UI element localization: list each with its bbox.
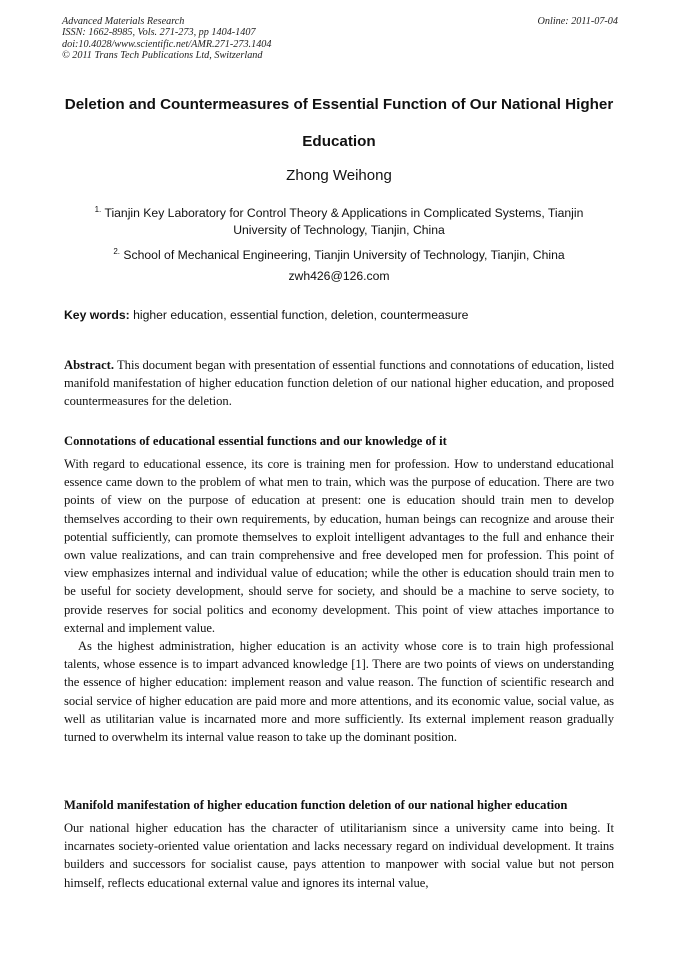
section-heading-1: Connotations of educational essential functions and our knowledge of it (64, 434, 447, 448)
affiliation-2-text: School of Mechanical Engineering, Tianjin University of Technology, Tianjin, China (123, 248, 565, 262)
affiliation-1 (84, 201, 594, 239)
affiliation-2 (60, 243, 618, 264)
online-date: Online: 2011-07-04 (537, 16, 618, 27)
affiliation-1-mark: 1. (94, 205, 102, 214)
keywords (64, 307, 620, 324)
author-name: Zhong Weihong (286, 167, 392, 184)
paper-title: Deletion and Countermeasures of Essential Function of Our National Higher Education (64, 96, 614, 150)
author-email: zwh426@126.com (288, 269, 390, 283)
journal-name: Advanced Materials Research (62, 16, 185, 27)
paragraph: With regard to educational essence, its core is training men for profession. How to understand educational essence came down to the problem of what men to train, which was the purpose of education. There are two points of view on the purpose of education at present: one is education should train men to develop themselves according to their own requirements, by education, human beings can recognize and arouse their potential sufficiently, can promote themselves to exploit intelligent advantages to the full and enhance their own value realizations, and can train comprehensive and free developed men for profession. This point of view emphasizes internal and individual value of education; while the other is education should train men to be useful for society development, should serve for society, and should be a machine to serve society, to provide reserves for social politics and economy development. This point of view attaches importance to external and implement value. (64, 457, 614, 635)
abstract-label: Abstract. (64, 358, 115, 372)
affiliation-2-mark: 2. (113, 247, 120, 256)
section-1-body (64, 455, 614, 746)
keywords-label: Key words: (64, 308, 130, 322)
keywords-text: higher education, essential function, deletion, countermeasure (133, 308, 469, 322)
issn-line: ISSN: 1662-8985, Vols. 271-273, pp 1404-1407 (62, 27, 256, 39)
doi-line: doi:10.4028/www.scientific.net/AMR.271-273.1404 (62, 38, 272, 50)
affiliation-1-text: Tianjin Key Laboratory for Control Theory & Applications in Complicated Systems, Tianjin University of Technology, Tianjin, China (104, 206, 584, 237)
abstract (64, 356, 614, 411)
abstract-text: This document began with presentation of essential functions and connotations of education, listed manifold manifestation of higher education function deletion of our national higher education, and proposed countermeasures for the deletion. (64, 358, 614, 409)
section-2-body (64, 819, 614, 892)
section-heading-2: Manifold manifestation of higher education function deletion of our national higher education (64, 798, 568, 812)
paragraph: As the highest administration, higher education is an activity whose core is to train high professional talents, whose essence is to impart advanced knowledge [1]. There are two points of views on understanding the essence of higher education: implement reason and value reason. The function of scientific research and social service of higher education are paid more and more attentions, and its economic value, social value, as well as utilitarian value is incarnated more and more sufficiently. Its external implement reason gradually turned to overwhelm its internal value reason to take up the dominant position. (64, 639, 614, 745)
running-header (62, 16, 618, 62)
copyright-line: © 2011 Trans Tech Publications Ltd, Switzerland (62, 50, 263, 62)
paragraph: Our national higher education has the character of utilitarianism since a university came into being. It incarnates society-oriented value orientation and lacks necessary regard on individual development. It trains builders and successors for socialist cause, pays attention to manpower with social value but not person himself, reflects educational external value and ignores its internal value, (64, 821, 614, 890)
